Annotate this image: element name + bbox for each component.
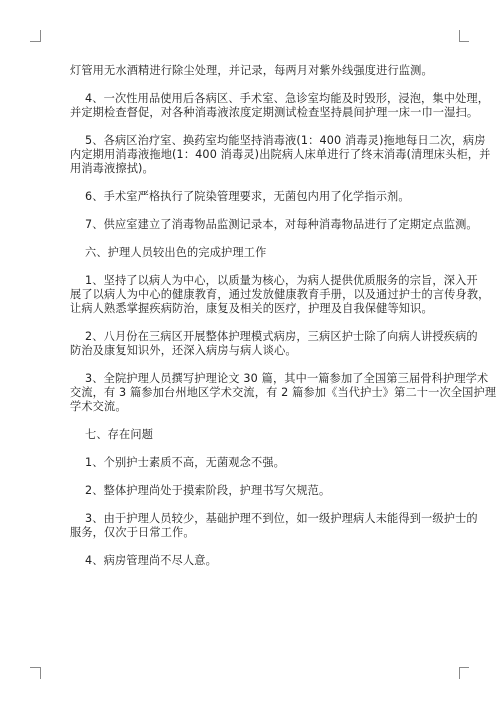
paragraph xyxy=(70,484,435,498)
paragraph-spacing xyxy=(70,540,435,554)
paragraph-line: 学术交流。 xyxy=(70,400,127,413)
paragraph xyxy=(70,64,435,78)
paragraph-spacing xyxy=(70,358,435,372)
paragraph-line: 2、整体护理尚处于摸索阶段，护理书写欠规范。 xyxy=(85,484,331,497)
paragraph-line: 1、坚持了以病人为中心，以质量为核心，为病人提供优质服务的宗旨，深入开 xyxy=(85,274,478,287)
paragraph-line: 4、一次性用品使用后各病区、手术室、急诊室均能及时毁形，浸泡，集中处理， xyxy=(85,92,490,105)
paragraph-line: 展了以病人为中心的健康教育，通过发放健康教育手册，以及通过护士的言传身教， xyxy=(70,288,490,301)
paragraph xyxy=(70,92,490,120)
paragraph-line: 让病人熟悉掌握疾病防治，康复及相关的医疗，护理及自我保健等知识。 xyxy=(70,302,433,315)
paragraph-spacing xyxy=(70,498,435,512)
paragraph xyxy=(70,274,490,316)
paragraph-line: 3、全院护理人员撰写护理论文 30 篇，其中一篇参加了全国第三届骨科护理学术 xyxy=(85,372,489,385)
paragraph-line: 1、个别护士素质不高，无菌观念不强。 xyxy=(85,456,286,469)
paragraph-spacing xyxy=(70,204,435,218)
paragraph-spacing xyxy=(70,260,435,274)
paragraph-spacing xyxy=(70,176,435,190)
paragraph-line: 6、手术室严格执行了院染管理要求，无菌包内用了化学指示剂。 xyxy=(85,190,410,203)
paragraph-line: 2、八月份在三病区开展整体护理模式病房，三病区护士除了向病人讲授疾病的 xyxy=(85,330,478,343)
paragraph-line: 防治及康复知识外，还深入病房与病人谈心。 xyxy=(70,344,297,357)
paragraph xyxy=(70,218,478,232)
paragraph-line: 7、供应室建立了消毒物品监测记录本，对每种消毒物品进行了定期定点监测。 xyxy=(85,218,478,231)
paragraph-line: 六、护理人员较出色的完成护理工作 xyxy=(85,246,267,259)
paragraph xyxy=(70,456,435,470)
paragraph xyxy=(70,190,435,204)
paragraph-line: 灯管用无水酒精进行除尘处理，并记录，每两月对紫外线强度进行监测。 xyxy=(70,64,433,77)
paragraph-line: 用消毒液擦拭)。 xyxy=(70,162,154,175)
paragraph-line: 并定期检查督促，对各种消毒液浓度定期测试检查坚持晨间护理一床一巾一湿扫。 xyxy=(70,106,479,119)
paragraph-spacing xyxy=(70,470,435,484)
paragraph-line: 5、各病区治疗室、换药室均能坚持消毒液(1：400 消毒灵)拖地每日二次，病房 xyxy=(85,134,486,147)
paragraph xyxy=(70,330,478,358)
paragraph-spacing xyxy=(70,442,435,456)
paragraph xyxy=(70,428,435,442)
paragraph xyxy=(70,554,435,568)
paragraph xyxy=(70,372,497,414)
paragraph-spacing xyxy=(70,78,435,92)
paragraph xyxy=(70,246,435,260)
paragraph-line: 内定期用消毒液拖地(1：400 消毒灵)出院病人床单进行了终末消毒(清理床头柜，并 xyxy=(70,148,491,161)
paragraph-spacing xyxy=(70,232,435,246)
paragraph-spacing xyxy=(70,316,435,330)
paragraph-line: 服务，仅次于日常工作。 xyxy=(70,526,195,539)
paragraph-line: 交流，有 3 篇参加台州地区学术交流，有 2 篇参加《当代护士》第二十一次全国护理 xyxy=(70,386,497,399)
paragraph-line: 4、病房管理尚不尽人意。 xyxy=(85,554,217,567)
paragraph-line: 3、由于护理人员较少，基础护理不到位，如一级护理病人未能得到一级护士的 xyxy=(85,512,478,525)
paragraph-spacing xyxy=(70,120,435,134)
document-body xyxy=(70,64,497,568)
paragraph-line: 七、存在问题 xyxy=(85,428,154,441)
paragraph-spacing xyxy=(70,414,435,428)
paragraph xyxy=(70,512,478,540)
paragraph xyxy=(70,134,491,176)
